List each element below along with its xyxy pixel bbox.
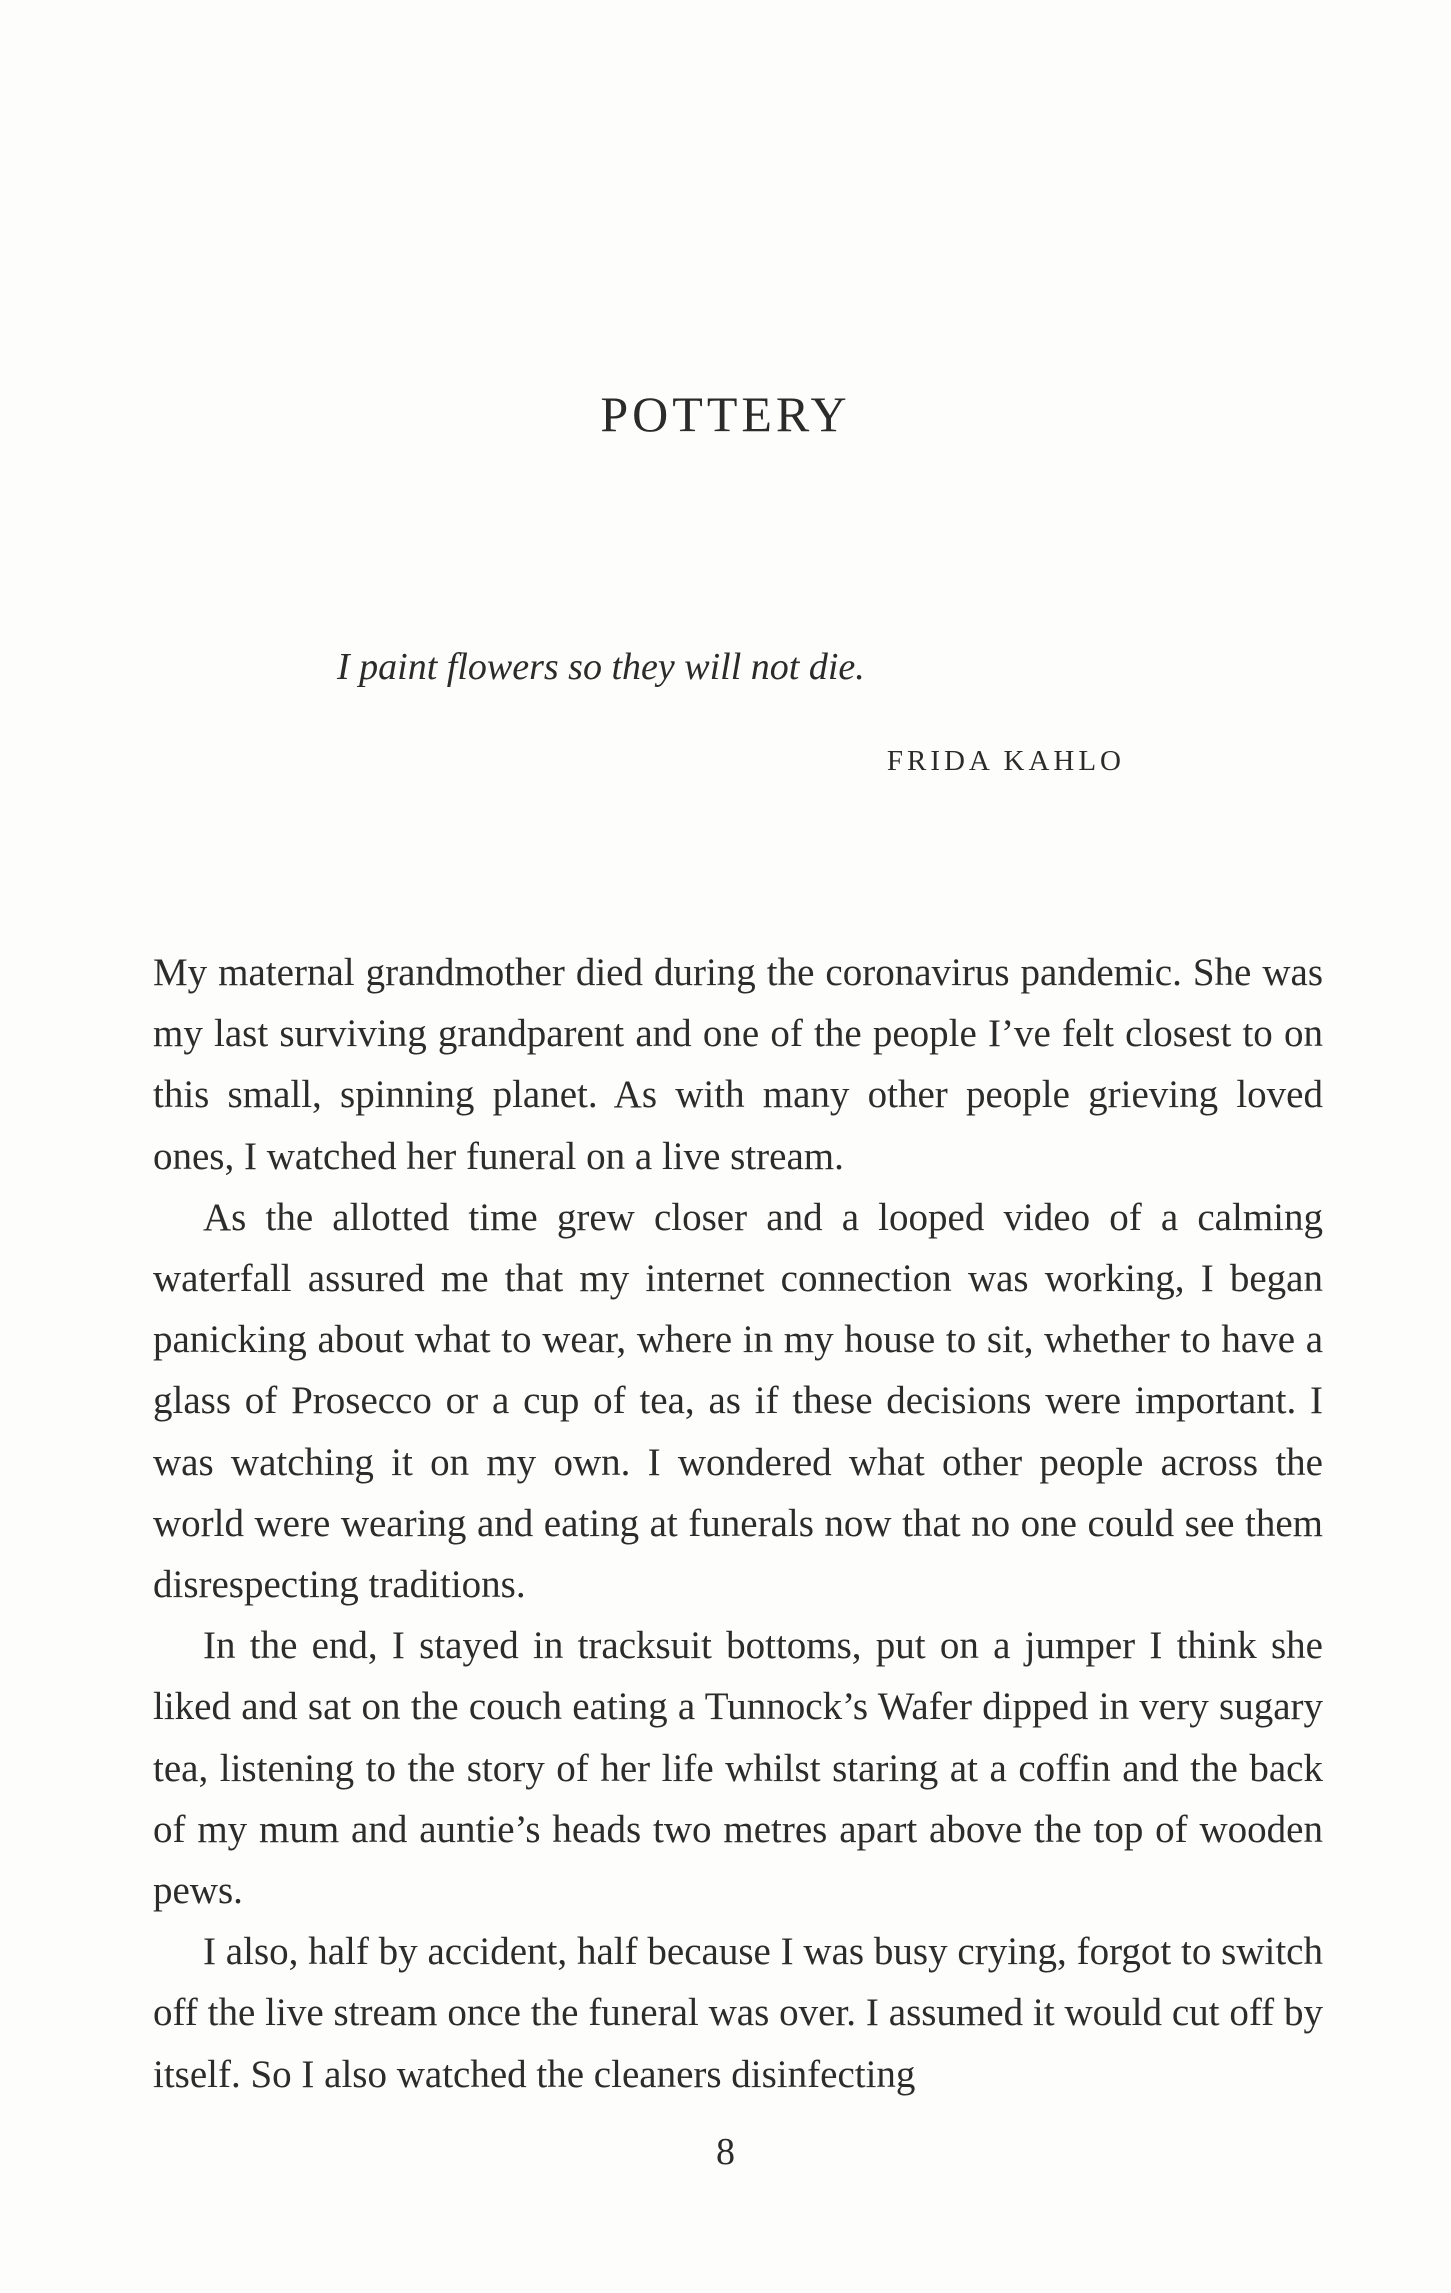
paragraph: My maternal grandmother died during the coronavirus pandemic. She was my last surviving grandparent and one of the people I’ve felt closest to on this small, spinning planet. As with many other people grieving loved ones, I watched her funeral on a live stream. <box>153 951 1323 1178</box>
epigraph-attribution: FRIDA KAHLO <box>886 745 1125 777</box>
chapter-body <box>153 942 1323 2105</box>
paragraph: I also, half by accident, half because I was busy crying, forgot to switch off the live stream once the funeral was over. I assumed it would cut off by itself. So I also watched the cleaners disinfecting <box>153 1930 1323 2096</box>
paragraph: As the allotted time grew closer and a looped video of a calming waterfall assured me that my internet connection was working, I began panicking about what to wear, where in my house to sit, whether to have a glass of Prosecco or a cup of tea, as if these decisions were important. I was watching it on my own. I wondered what other people across the world were wearing and eating at funerals now that no one could see them disrespecting traditions. <box>153 1195 1323 1607</box>
chapter-title: POTTERY <box>600 386 851 442</box>
paragraph: In the end, I stayed in tracksuit bottoms, put on a jumper I think she liked and sat on the couch eating a Tunnock’s Wafer dipped in very sugary tea, listening to the story of her life whilst staring at a coffin and the back of my mum and auntie’s heads two metres apart above the top of wooden pews. <box>153 1624 1323 1913</box>
epigraph-quote: I paint flowers so they will not die. <box>337 646 865 688</box>
page-number: 8 <box>716 2131 735 2173</box>
